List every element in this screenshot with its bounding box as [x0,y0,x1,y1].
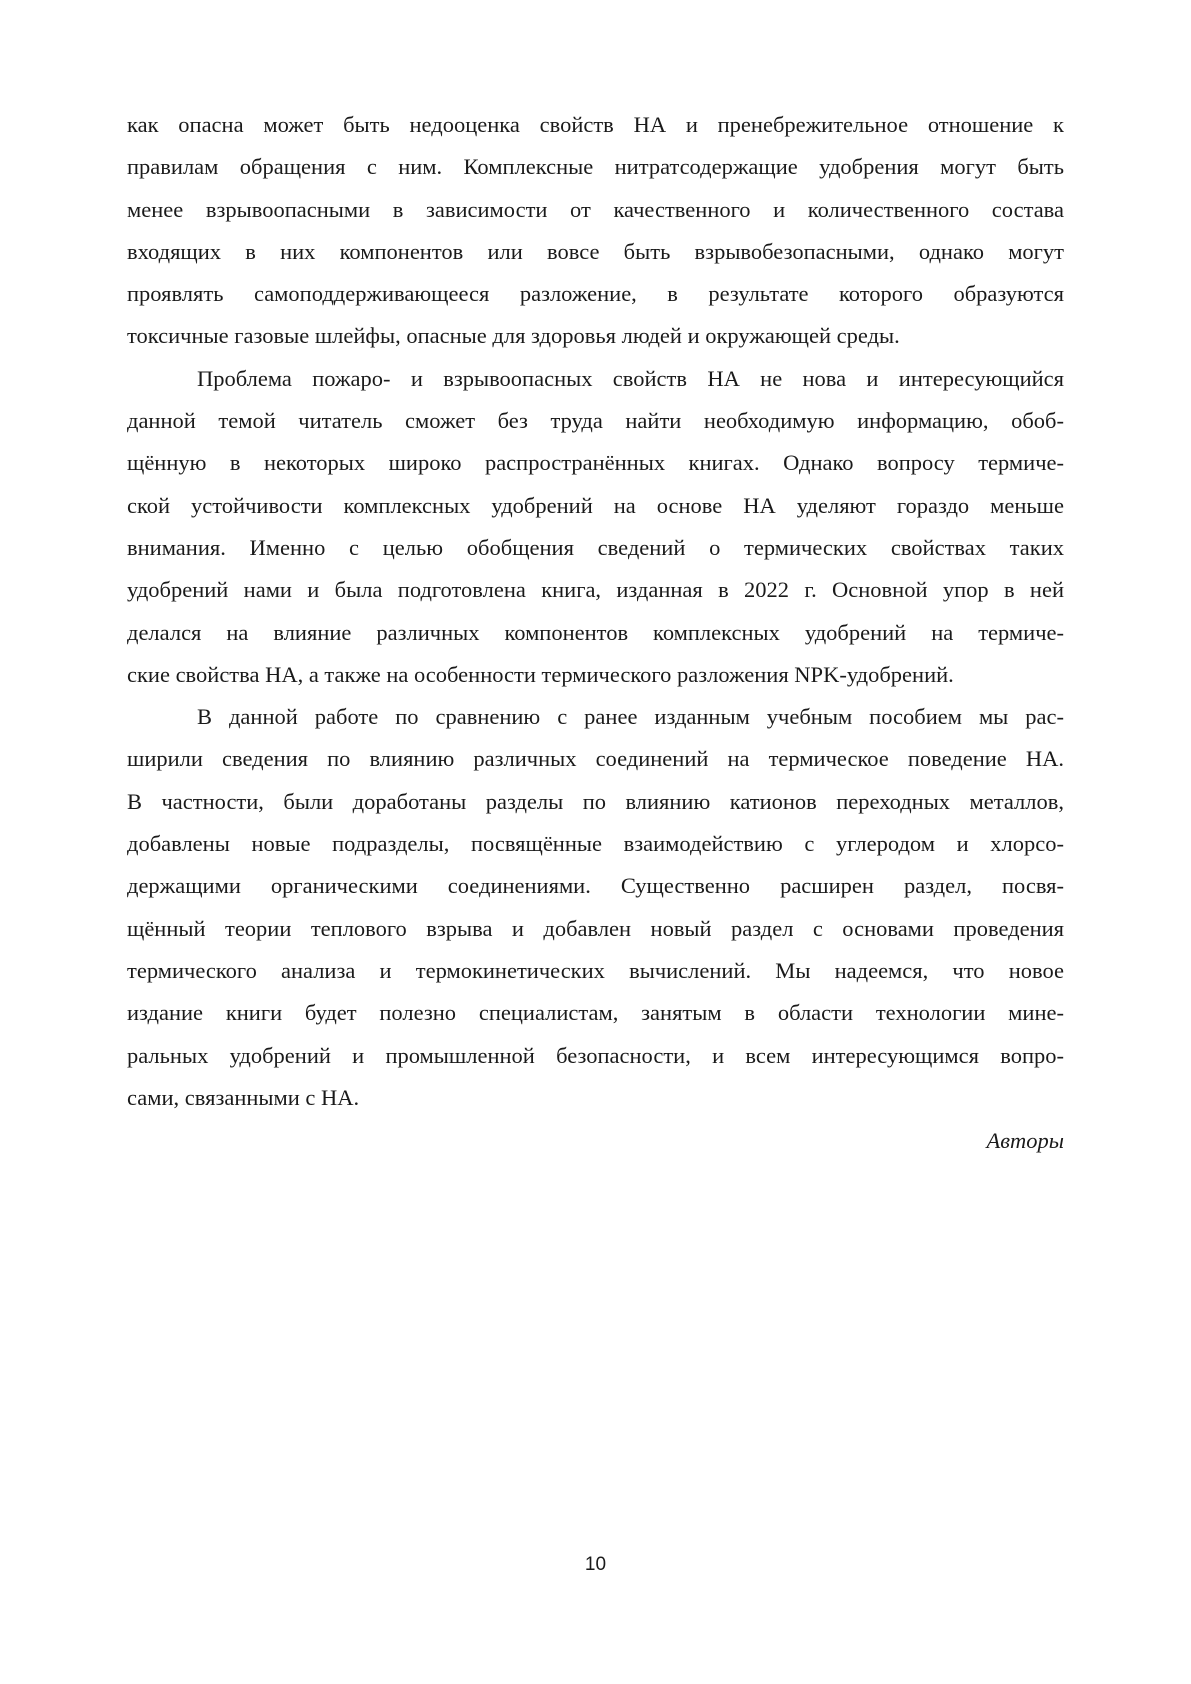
text-line: щённый теории теплового взрыва и добавлен новый раздел с основами проведения [127,915,1064,941]
text-line: делался на влияние различных компонентов комплексных удобрений на термиче- [127,619,1064,645]
text-line: щённую в некоторых широко распространённых книгах. Однако вопросу термиче- [127,450,1064,476]
text-line: ской устойчивости комплексных удобрений на основе НА уделяют гораздо меньше [127,492,1064,518]
text-line: сами, связанными с НА. [127,1084,360,1110]
text-line: издание книги будет полезно специалистам, занятым в области технологии мине- [127,1000,1064,1026]
paragraph [127,358,1064,696]
text-line: правилам обращения с ним. Комплексные нитратсодержащие удобрения могут быть [127,154,1064,180]
body-text [127,104,1064,1119]
text-line: ральных удобрений и промышленной безопасности, и всем интересующимся вопро- [127,1042,1064,1068]
paragraph [127,104,1064,358]
text-line: Проблема пожаро- и взрывоопасных свойств НА не нова и интересующийся [197,365,1064,391]
text-line: держащими органическими соединениями. Существенно расширен раздел, посвя- [127,873,1064,899]
page-number: 10 [584,1554,607,1575]
text-line: токсичные газовые шлейфы, опасные для здоровья людей и окружающей среды. [127,323,900,349]
signature-authors: Авторы [986,1128,1064,1153]
text-line: В частности, были доработаны разделы по влиянию катионов переходных металлов, [127,788,1064,814]
paragraph [127,696,1064,1119]
text-line: термического анализа и термокинетических вычислений. Мы надеемся, что новое [127,957,1064,983]
text-line: ширили сведения по влиянию различных соединений на термическое поведение НА. [127,746,1064,772]
text-line: добавлены новые подразделы, посвящённые взаимодействию с углеродом и хлорсо- [127,831,1064,857]
text-line: ские свойства НА, а также на особенности термического разложения NPK-удобрений. [127,661,954,687]
text-line: как опасна может быть недооценка свойств НА и пренебрежительное отношение к [127,112,1064,137]
text-line: внимания. Именно с целью обобщения сведений о термических свойствах таких [127,534,1064,560]
text-line: менее взрывоопасными в зависимости от качественного и количественного состава [127,196,1064,222]
text-line: В данной работе по сравнению с ранее изданным учебным пособием мы рас- [197,704,1064,730]
text-line: входящих в них компонентов или вовсе быть взрывобезопасными, однако могут [127,238,1064,264]
text-line: проявлять самоподдерживающееся разложение, в результате которого образуются [127,281,1064,307]
text-line: данной темой читатель сможет без труда найти необходимую информацию, обоб- [127,408,1064,434]
text-line: удобрений нами и была подготовлена книга, изданная в 2022 г. Основной упор в ней [127,577,1064,603]
